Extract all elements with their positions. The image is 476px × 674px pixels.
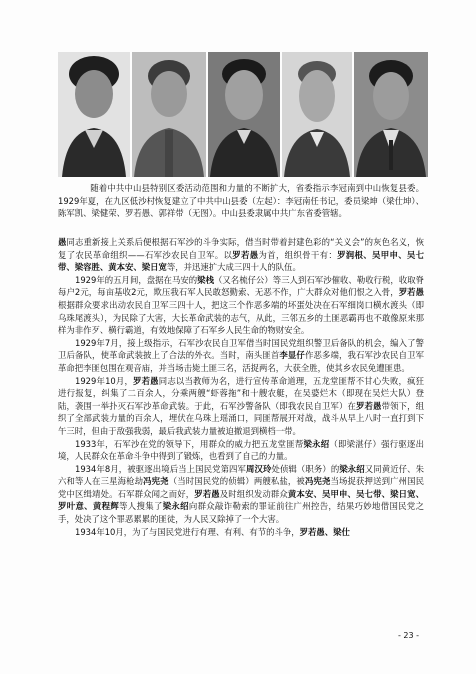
paragraph-text: （当时国民党的侦辑）两艘私盐，被 — [168, 476, 305, 487]
page-number: - 23 - — [398, 631, 420, 640]
paragraph-text: 同志重新接上关系后便根据石军沙的斗争实际，借当时带着封建色彩的“关义会”的灰色名义，恢复了农民革命组织——石军沙农民自卫军。以 — [58, 237, 424, 260]
paragraph — [58, 274, 424, 337]
paragraph-text: 作恶多端，我石军沙农民自卫军革命把李匪包围在观音庙，并当场击毙土匪三名，活捉两名，大获全胜，使其乡农民免遭匪患。 — [58, 350, 425, 373]
portrait-photo-5 — [354, 52, 428, 177]
bold-name-text: 罗若愚、梁仕 — [299, 526, 350, 537]
portrait-photo-4 — [282, 52, 352, 177]
bold-name-text: 冯宪尧 — [143, 476, 169, 487]
paragraph-text: （即梁湛仔）强行驱逐出境，人民群众在革命斗争中得到了锻炼，也看到了自己的力量。 — [58, 438, 425, 462]
committee-portraits — [58, 52, 428, 177]
bold-name-text: 罗若愚 — [356, 400, 382, 411]
paragraph-text: 等，并迅速扩大成三四十人的队伍。 — [166, 262, 301, 273]
paragraph-text: 同志以当教师为名，进行宣传革命道理，五龙堂匪帮不甘心失败，疯狂进行报复，纠集了二百余人，分乘两艘“虾蓉拖”和十艘农艇，在吴婆烂木（即现在吴烂大队）登陆，袭围一举扑灭石军沙革命武装。于此，石军沙警备队（即我农民自卫军）在 — [58, 375, 425, 411]
paragraph-text: 1933年，石军沙在党的领导下，用群众的威力把五龙堂匪帮 — [75, 438, 304, 449]
paragraph-text: 等人搜集了 — [119, 501, 163, 512]
paragraph-text: 1934年10月，为了与国民党进行有理、有利、有节的斗争， — [75, 526, 300, 537]
paragraph — [58, 526, 424, 539]
photo-caption — [58, 182, 424, 220]
portrait-photo-1 — [58, 52, 130, 177]
paragraph-text: 1929年的五月间，盘据在马安的 — [75, 274, 198, 285]
paragraph-text: 1929年10月， — [75, 375, 134, 386]
bold-name-text: 罗若愚 — [398, 287, 425, 298]
caption-text: 随着中共中山县特别区委活动范围和力量的不断扩大，省委指示李冠南到中山恢复县委。1929年夏，在九区低沙村恢复建立了中共中山县委（左起）：李冠南任书记，委员梁坤（梁仕坤）、陈军凯、梁健荣、罗若愚、郭祥带（无图）。中山县委隶属中共广东省委管辖。 — [58, 183, 424, 219]
portrait-photo-3 — [208, 52, 280, 177]
portrait-photo-2 — [132, 52, 206, 177]
main-text — [58, 236, 424, 538]
paragraph-text: 带领下，组织了全部武装力量的百余人，埋伏在乌珠上瑶涌口，同匪帮展开对战，战斗从早上八时一直打到下午三时，但由于敌强我弱，最后我武装力量被迫撤退到横档一带。 — [58, 400, 425, 436]
bold-name-text: 罗润根、吴甲申、吴七带、梁容胜、黄本安、梁日宽 — [58, 249, 425, 273]
paragraph-text: 又同黄近仔、朱六和等人在三星海枪劫 — [58, 463, 425, 487]
paragraph-text: 当场捉获押送到广州国民党中区缉靖处。石军群众闻之而好， — [58, 476, 425, 499]
paragraph — [58, 337, 424, 375]
paragraph-text: 1929年7月，接上级指示，石军沙农民自卫军借当时国民党组织警卫后备队的机会，编入了警卫后备队，使革命武装披上了合法的外衣。当时，南头匪首 — [58, 337, 424, 361]
paragraph — [58, 438, 424, 463]
bold-name-text: 愚 — [58, 237, 67, 247]
paragraph-text: 1934年8月，被驱逐出境后当上国民党第四军 — [75, 463, 247, 474]
paragraph-text: 向群众敲诈勒索的罪证前往广州控告，结果巧妙地借国民党之手，处决了这个罪恶累累的匪徒，为人民又除掉了一个大害。 — [58, 501, 425, 525]
paragraph-text: 处侦辑（职务）的 — [271, 463, 340, 474]
bold-name-text: 罗若愚 — [194, 488, 220, 499]
bold-name-text: 周汉玲 — [246, 463, 272, 474]
paragraph — [58, 375, 424, 438]
paragraph-text: 根据群众要求出动农民自卫军三四十人，把这三个作恶多端的坏蛋处决在石军细岗口横水渡头（即乌珠尾渡头），为民除了大害，大长革命武装的志气，从此，三邻五乡的土匪恶霸再也不敢像原来那样为非作歹、横行霸道，有效地保障了石军乡人民生命的物财安全。 — [58, 299, 424, 336]
bold-name-text: 梁永绍 — [339, 463, 365, 474]
paragraph — [58, 463, 424, 526]
bold-name-text: 梁永绍 — [303, 438, 330, 449]
bold-name-text: 梁栈 — [197, 274, 214, 285]
paragraph — [58, 236, 424, 274]
bold-name-text: 黄本安、吴甲申、吴七带、梁日宽、罗叶意、黄程辉 — [58, 488, 425, 512]
paragraph-text: 及时组织发动群众 — [219, 488, 288, 499]
bold-name-text: 冯宪尧 — [304, 476, 331, 487]
bold-name-text: 罗若愚 — [133, 375, 159, 386]
bold-name-text: 梁永绍 — [162, 501, 189, 512]
bold-name-text: 李显仔 — [279, 350, 305, 361]
paragraph-text: 为首，组织骨干有： — [258, 249, 338, 260]
bold-name-text: 罗若愚 — [232, 249, 259, 260]
paragraph-text: （又名梳仔公）等三人到石军沙催收、勒收行税，收取脊每户2元，每亩基收2元，欺压我石军人民敢怒勤索、无恶不作，广大群众对他们恨之入骨， — [58, 274, 425, 298]
